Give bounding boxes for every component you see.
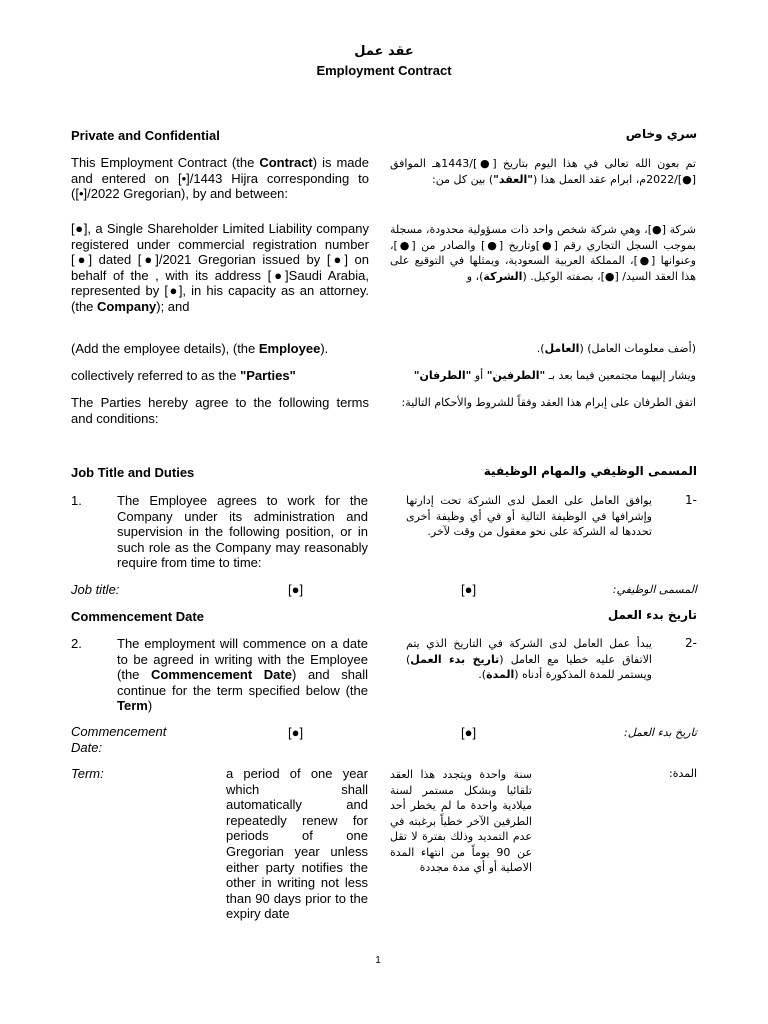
text-segment: ).	[478, 668, 487, 681]
heading-job-title-en: Job Title and Duties	[71, 465, 195, 480]
text-segment: ) and shall continue for the term specified below (the	[117, 667, 368, 698]
text-segment: The employment will commence on a date to be agreed in writing with the Employee (the	[117, 636, 368, 683]
defined-term-parties-ar-2: "الطرفان"	[413, 369, 472, 382]
text-segment: (Add the employee details), (the	[71, 341, 259, 356]
clause-2-text-en	[117, 636, 368, 714]
heading-commencement-ar: تاريخ بدء العمل	[607, 608, 697, 622]
defined-term-contract-ar: "العقد"	[493, 172, 533, 186]
clause-2-number-ar: -2	[685, 636, 697, 650]
heading-private-ar: سري وخاص	[625, 127, 697, 141]
text-segment: ).	[536, 342, 545, 355]
job-title-label-ar: المسمى الوظيفي:	[612, 583, 697, 596]
text-segment: يبدأ عمل العامل لدى الشركة في التاريخ الذي يتم الاتفاق عليه خطيا مع العامل (	[406, 637, 652, 666]
intro-paragraph-5-ar: اتفق الطرفان على إبرام هذا العقد وفقاً للشروط والأحكام التالية:	[401, 396, 696, 409]
defined-term-company-ar: الشركة	[483, 269, 523, 283]
heading-private-en: Private and Confidential	[71, 128, 220, 143]
title-arabic: عقد عمل	[354, 44, 414, 59]
defined-term-commencement-date-ar: تاريخ بدء العمل	[410, 652, 500, 666]
text-segment: ); and	[156, 298, 190, 314]
job-title-value-ar: [●]	[461, 582, 477, 597]
defined-term-commencement-date: Commencement Date	[151, 667, 292, 683]
clause-1-number-en: 1.	[71, 493, 82, 508]
text-segment: أو	[471, 369, 487, 382]
job-title-value-en: [●]	[288, 582, 304, 597]
text-segment: ) بين كل من:	[432, 172, 494, 186]
text-segment: ) is made and entered on [•]/1443 Hijra corresponding to ([•]/2022 Gregorian), by and between:	[71, 155, 369, 202]
defined-term-term-ar: المدة	[486, 668, 515, 681]
clause-1-text-en: The Employee agrees to work for the Company under its administration and supervision in the following position, or in such role as the Company may reasonably require from time to time:	[117, 493, 368, 571]
text-segment: collectively referred to as the	[71, 368, 241, 383]
text-segment: شركة [●]، وهي شركة شخص واحد ذات مسؤولية محدودة، مسجلة بموجب السجل التجاري رقم [●]وتاريخ [●] والصادر من [●]، وعنوانها [●]، المملكة العربية السعودية، ويمثلها في التوقيع على هذا العقد السيد/ [●]، بصفته الوكيل. (	[390, 223, 696, 283]
clause-1-number-ar: -1	[685, 493, 697, 507]
defined-term-parties: "Parties"	[240, 368, 296, 383]
intro-paragraph-5-en: The Parties hereby agree to the following terms and conditions:	[71, 395, 369, 426]
text-segment: )	[147, 698, 153, 714]
title-english: Employment Contract	[316, 63, 452, 78]
term-label-en: Term:	[71, 766, 104, 781]
defined-term-parties-ar-1: "الطرفين"	[486, 369, 546, 382]
clause-1-text-ar: يوافق العامل على العمل لدى الشركة تحت إدارتها وإشرافها في الوظيفة التالية أو في أي وظيفة أخرى تحددها له الشركة على نحو معقول من وقت لآخر.	[406, 494, 652, 538]
text-segment: )، و	[466, 269, 484, 283]
intro-paragraph-1-ar	[390, 156, 696, 187]
defined-term-employee-ar: العامل	[544, 342, 580, 355]
commencement-value-en: [●]	[288, 725, 304, 740]
text-segment: تم بعون الله تعالى في هذا اليوم بتاريخ [●]/1443هـ الموافق [●]/2022م، ابرام عقد العمل هذا (	[390, 157, 696, 186]
commencement-label-en: Commencement Date:	[71, 724, 167, 755]
term-label-ar: المدة:	[668, 767, 697, 780]
intro-paragraph-2-ar	[390, 222, 696, 284]
text-segment: ويشار إليهما مجتمعين فيما بعد بـ	[545, 369, 696, 382]
intro-paragraph-3-ar	[390, 341, 696, 357]
defined-term-employee: Employee	[258, 341, 321, 356]
commencement-value-ar: [●]	[461, 725, 477, 740]
intro-paragraph-4-en	[71, 368, 369, 384]
job-title-label-en: Job title:	[71, 582, 120, 597]
defined-term-company: Company	[97, 298, 157, 314]
heading-commencement-en: Commencement Date	[71, 609, 204, 624]
defined-term-contract: Contract	[259, 155, 313, 170]
clause-2-number-en: 2.	[71, 636, 82, 651]
text-segment: ) ويستمر للمدة المذكورة أدناه (	[406, 652, 652, 681]
intro-paragraph-1-en	[71, 155, 369, 202]
text-segment: This Employment Contract (the	[71, 155, 260, 170]
commencement-label-ar: تاريخ بدء العمل:	[624, 726, 697, 739]
text-segment: [●], a Single Shareholder Limited Liability company registered under commercial registration number [●] dated [●]/2021 Gregorian issued by [●] on behalf of the , with its address [●]Saudi Arabia, represented by [●], in his capacity as an attorney. (the	[71, 221, 369, 314]
text-segment: ).	[320, 341, 329, 356]
page-number: 1	[375, 955, 381, 966]
defined-term-term: Term	[117, 698, 148, 714]
clause-2-text-ar	[406, 636, 652, 683]
term-value-ar: سنة واحدة ويتجدد هذا العقد تلقائيا وبشكل مستمر لسنة ميلادية واحدة ما لم يخطر أحد الطرفين الآخر خطياً برغبته في عدم التمديد وذلك بفترة لا تقل عن 90 يوماً من انتهاء المدة الاصلية أو أي مدة مجددة	[390, 768, 533, 874]
text-segment: (أضف معلومات العامل) (	[579, 342, 696, 355]
term-value-en: a period of one year which shall automatically and repeatedly renew for periods of one Gregorian year unless either party notifies the other in writing not less than 90 days prior to the expiry date	[226, 766, 368, 922]
intro-paragraph-4-ar	[390, 368, 696, 384]
heading-job-title-ar: المسمى الوظيفي والمهام الوظيفية	[483, 464, 697, 478]
intro-paragraph-3-en	[71, 341, 369, 357]
intro-paragraph-2-en	[71, 221, 369, 315]
